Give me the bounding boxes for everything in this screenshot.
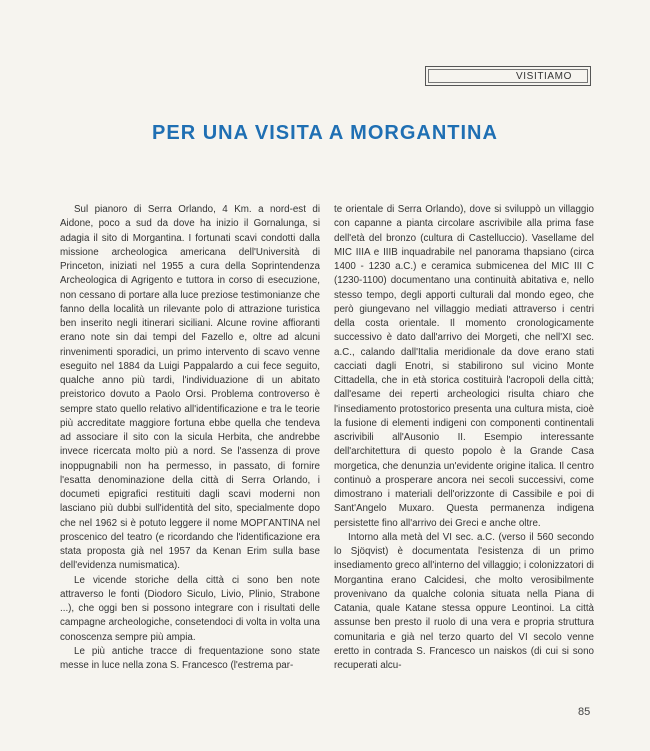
paragraph: Le vicende storiche della città ci sono ben note attraverso le fonti (Diodoro Siculo, Livio, Plinio, Strabone ...), che oggi ben si possono integrare con i risultati delle campagne archeologiche, consetendoci di volta in volta una conoscenza sempre più ampia.: [60, 574, 320, 643]
paragraph: Sul pianoro di Serra Orlando, 4 Km. a nord-est di Aidone, poco a sud da dove ha inizio il Gornalunga, si adagia il sito di Morgantina. I fortunati scavi condotti dalla missione archeologica americana dell'Università di Princeton, iniziati nel 1955 a cura della Soprintendenza Archeologica di Agrigento e tuttora in corso di esecuzione, non cessano di portare alla luce preziose testimonianze che fanno della località un rilevante polo di attrazione turistica ben inserito negli itinerari siciliani. Alcune rovine affioranti erano note sin dai tempi del Fazello e, oltre ad alcuni rinvenimenti sporadici, un primo intervento di scavo venne eseguito nel 1884 da Luigi Pappalardo a cui fece seguito, qualche anno più tardi, l'individuazione di un abitato preistorico dovuto a Paolo Orsi. Problema controverso è sempre stato quello relativo all'identificazione e tra le teorie più accreditate maggiore fortuna ebbe quella che tendeva ad associare il sito con la sicula Herbita, che andrebbe invece ricercata molto più a nord. Se l'assenza di prove inoppugnabili non ha permesso, in passato, di fornire l'esatta denominazione della città di Serra Orlando, i documeti epigrafici restituiti dagli scavi moderni non lasciano più dubbi sull'identità del sito, specialmente dopo che nel 1962 si è potuto leggere il nome MOPΓANTINA nel proscenico del teatro (e ricordando che l'identificazione era stata proposta già nel 1957 da Kenan Erim sulla base dell'evidenza numismatica).: [60, 204, 320, 572]
section-label: VISITIAMO: [516, 71, 572, 82]
right-column: [334, 203, 594, 673]
page-number: 85: [578, 706, 591, 718]
paragraph-continuation: te orientale di Serra Orlando), dove si sviluppò un villaggio con capanne a pianta circolare ascrivibile alla prima fase dell'età del bronzo (cultura di Castelluccio). Vasellame del MIC IIIA e IIIB inquadrabile nel panorama thapsiano (circa 1400 - 1230 a.C.) e ceramica submicenea del MIC III C (1230-1100) documentano una continuità abitativa e, nello stesso tempo, degli apporti culturali dal mondo egeo, che però giungevano nel villaggio mediati attraverso i centri della costa orientale. Il momento cronologicamente successivo è dato dall'arrivo dei Morgeti, che nell'XI sec. a.C., calando dall'Italia meridionale da dove erano stati cacciati dagli Enotri, si stabilirono sul vicino Monte Cittadella, che in età storica costituirà l'acropoli della città; dall'esame dei reperti archeologici risulta chiaro che l'insediamento protostorico presenta una cultura mista, cioè la fusione di elementi indigeni con componenti continentali ascrivibili all'Ausonio II. Esempio interessante dell'architettura di questo popolo è la Grande Casa morgetica, che denunzia un'evidente origine italica. Il centro continuò a prosperare ancora nei secoli successivi, come dimostrano i materiali dell'orizzonte di Cassibile e poi di Sant'Angelo Muxaro. Questa permanenza indigena persistette fino all'arrivo dei Greci e anche oltre.: [334, 204, 594, 529]
paragraph: Intorno alla metà del VI sec. a.C. (verso il 560 secondo lo Sjöqvist) è documentata l'esistenza di un primo insediamento greco all'interno del villaggio; i colonizzatori di Morgantina erano Calcidesi, che molto verosibilmente provenivano da qualche colonia situata nella Piana di Catania, quale Katane stessa oppure Leontinoi. La città assunse ben presto il ruolo di una vera e propria struttura comunitaria e già nel terzo quarto del VI secolo venne eretto in contrada S. Francesco un naiskos (di cui si sono recuperati alcu-: [334, 531, 594, 671]
paragraph: Le più antiche tracce di frequentazione sono state messe in luce nella zona S. Francesco (l'estrema par-: [60, 645, 320, 671]
article-title: PER UNA VISITA A MORGANTINA: [152, 122, 498, 144]
left-column: [60, 203, 320, 673]
section-label-box: [425, 66, 591, 86]
